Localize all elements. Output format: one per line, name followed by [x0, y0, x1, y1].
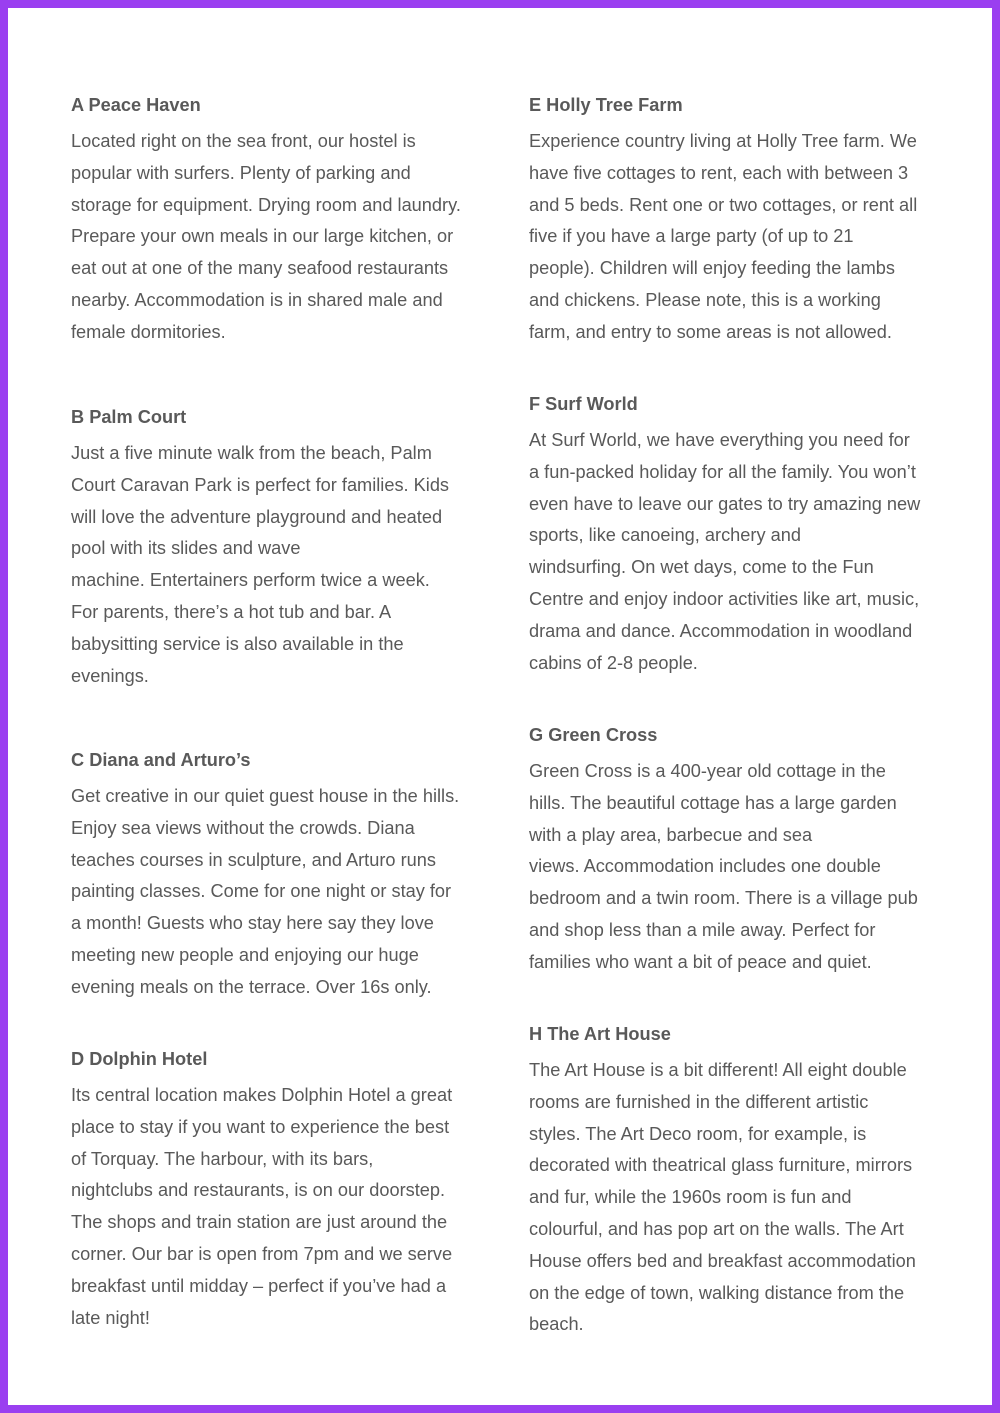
entry-body: Green Cross is a 400-year old cottage in the hills. The beautiful cottage has a large garden with a play area, barbecue and sea views. Accommodation includes one double bedroom and a twin room. There is a village pub and shop less than a mile away. Perfect for families who want a bit of peace and quiet.: [529, 761, 918, 972]
entry-e-holly-tree-farm: [529, 95, 939, 349]
entry-title: A Peace Haven: [71, 95, 201, 115]
entry-body: Its central location makes Dolphin Hotel a great place to stay if you want to experience the best of Torquay. The harbour, with its bars, nightclubs and restaurants, is on our doorstep. The shops and train station are just around the corner. Our bar is open from 7pm and we serve breakfast until midday – perfect if you’ve had a late night!: [71, 1085, 453, 1328]
entry-body: Get creative in our quiet guest house in the hills. Enjoy sea views without the crowds. Diana teaches courses in sculpture, and Arturo runs painting classes. Come for one night or stay for a month! Guests who stay here say they love meeting new people and enjoying our huge evening meals on the terrace. Over 16s only.: [71, 786, 460, 997]
entry-h-the-art-house: [529, 1024, 939, 1341]
entry-title: D Dolphin Hotel: [71, 1049, 208, 1069]
entry-a-peace-haven: [71, 95, 476, 349]
entry-f-surf-world: [529, 394, 939, 679]
entry-c-diana-and-arturos: [71, 750, 476, 1004]
entry-title: F Surf World: [529, 394, 638, 414]
entry-title: C Diana and Arturo’s: [71, 750, 251, 770]
entry-body: Experience country living at Holly Tree farm. We have five cottages to rent, each with between 3 and 5 beds. Rent one or two cottages, or rent all five if you have a large party (of up to 21 people). Children will enjoy feeding the lambs and chickens. Please note, this is a working farm, and entry to some areas is not allowed.: [529, 131, 918, 342]
entry-b-palm-court: [71, 407, 476, 692]
entry-body: The Art House is a bit different! All eight double rooms are furnished in the different artistic styles. The Art Deco room, for example, is decorated with theatrical glass furniture, mirrors and fur, while the 1960s room is fun and colourful, and has pop art on the walls. The Art House offers bed and breakfast accommodation on the edge of town, walking distance from the beach.: [529, 1060, 916, 1335]
entry-title: B Palm Court: [71, 407, 187, 427]
entry-d-dolphin-hotel: [71, 1049, 476, 1334]
entry-body: At Surf World, we have everything you need for a fun-packed holiday for all the family. You won’t even have to leave our gates to try amazing new sports, like canoeing, archery and windsurfing. On wet days, come to the Fun Centre and enjoy indoor activities like art, music, drama and dance. Accommodation in woodland cabins of 2-8 people.: [529, 430, 921, 673]
entry-body: Located right on the sea front, our hostel is popular with surfers. Plenty of parking and storage for equipment. Drying room and laundry. Prepare your own meals in our large kitchen, or eat out at one of the many seafood restaurants nearby. Accommodation is in shared male and female dormitories.: [71, 131, 461, 342]
entry-g-green-cross: [529, 725, 939, 979]
entry-body: Just a five minute walk from the beach, Palm Court Caravan Park is perfect for families. Kids will love the adventure playground and heated pool with its slides and wave machine. Entertainers perform twice a week. For parents, there’s a hot tub and bar. A babysitting service is also available in the evenings.: [71, 443, 450, 686]
entry-title: H The Art House: [529, 1024, 671, 1044]
entry-title: G Green Cross: [529, 725, 658, 745]
entry-title: E Holly Tree Farm: [529, 95, 683, 115]
